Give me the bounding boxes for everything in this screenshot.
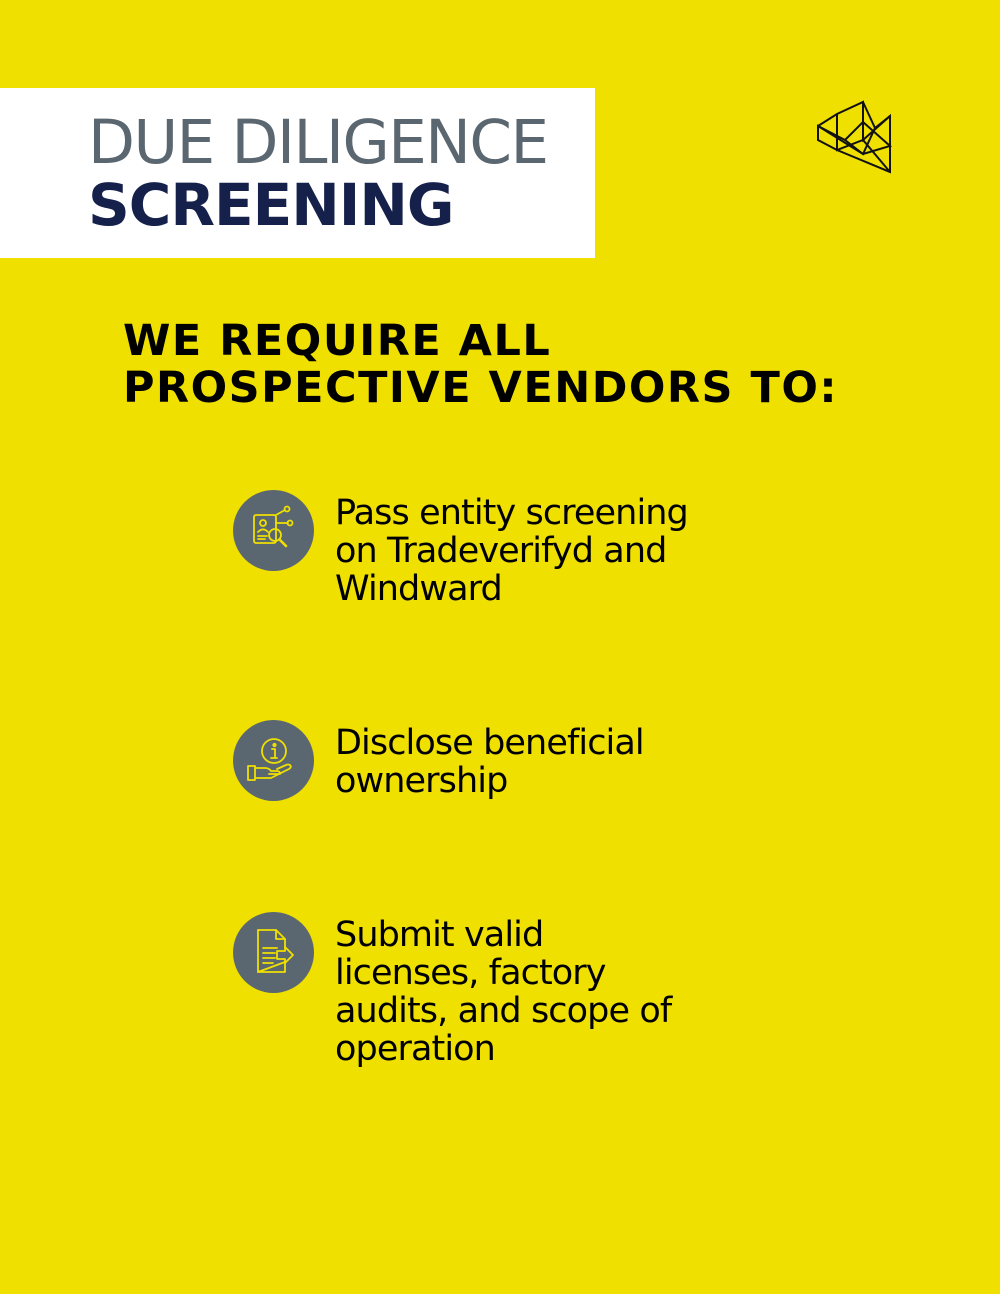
- requirement-line: ownership: [335, 761, 508, 801]
- page-title-line-1: DUE DILIGENCE: [88, 107, 548, 178]
- document-arrow-icon: [233, 912, 314, 993]
- requirement-line: Submit valid: [335, 915, 544, 955]
- requirement-text: [335, 724, 755, 800]
- requirement-text: [335, 916, 755, 1068]
- requirement-line: Disclose beneficial: [335, 723, 644, 763]
- page-title-line-2: SCREENING: [88, 171, 454, 239]
- requirement-line: licenses, factory: [335, 953, 606, 993]
- requirement-line: Windward: [335, 569, 502, 609]
- info-hand-icon: [233, 720, 314, 801]
- requirement-line: Pass entity screening: [335, 493, 688, 533]
- requirement-line: operation: [335, 1029, 495, 1069]
- section-heading-line-1: WE REQUIRE ALL: [123, 316, 552, 366]
- section-heading-line-2: PROSPECTIVE VENDORS TO:: [123, 363, 839, 413]
- requirement-text: [335, 494, 755, 608]
- geometric-fish-logo-icon: [815, 98, 893, 178]
- document-magnifier-icon: [233, 490, 314, 571]
- requirement-line: audits, and scope of: [335, 991, 672, 1031]
- requirement-line: on Tradeverifyd and: [335, 531, 667, 571]
- section-heading: [123, 318, 838, 412]
